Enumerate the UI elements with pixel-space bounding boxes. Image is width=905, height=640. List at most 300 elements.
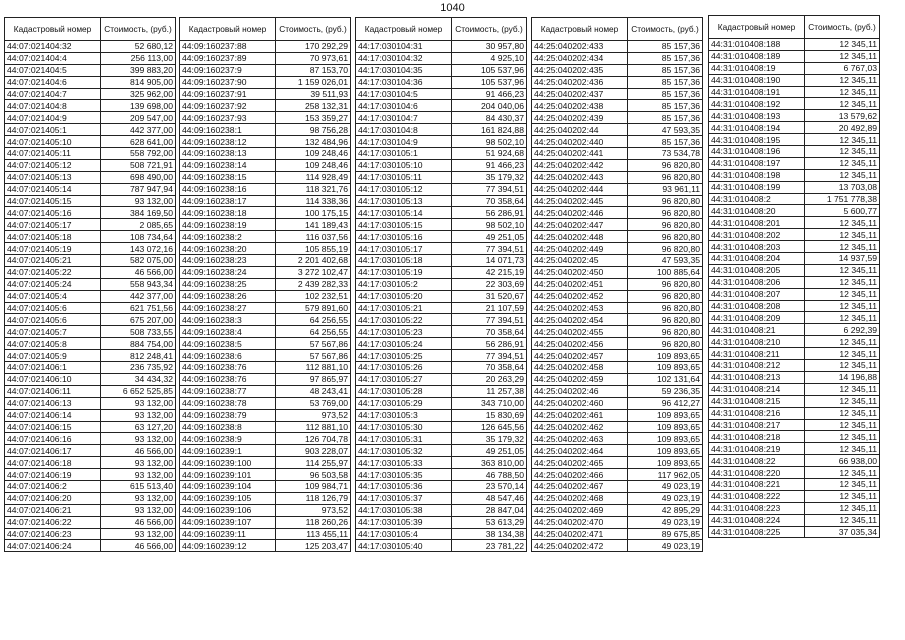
cadastral-number-cell: 44:31:010408:219 xyxy=(709,443,805,455)
cost-cell: 12 345,11 xyxy=(805,407,880,419)
cadastral-number-cell: 44:09:160238:14 xyxy=(180,159,276,171)
table-row xyxy=(532,41,703,53)
cadastral-number-cell: 44:09:160237:90 xyxy=(180,76,276,88)
header-cost: Стоимость, (руб.) xyxy=(101,18,176,41)
cost-cell: 42 895,29 xyxy=(628,504,703,516)
table-row xyxy=(5,373,176,385)
table-row xyxy=(180,243,351,255)
cost-cell: 109 893,65 xyxy=(628,409,703,421)
table-row xyxy=(180,528,351,540)
cadastral-number-cell: 44:17:030105:38 xyxy=(356,504,452,516)
cost-cell: 108 734,64 xyxy=(101,231,176,243)
cadastral-number-cell: 44:09:160239:101 xyxy=(180,469,276,481)
cost-cell: 12 345,11 xyxy=(805,431,880,443)
cost-cell: 12 345,11 xyxy=(805,74,880,86)
cadastral-number-cell: 44:09:160238:6 xyxy=(180,350,276,362)
cost-cell: 12 345,11 xyxy=(805,419,880,431)
cadastral-number-cell: 44:31:010408:20 xyxy=(709,205,805,217)
cadastral-number-cell: 44:07:021404:4 xyxy=(5,52,101,64)
cost-cell: 64 256,55 xyxy=(276,314,351,326)
cadastral-number-cell: 44:31:010408:208 xyxy=(709,300,805,312)
table-row xyxy=(532,445,703,457)
cadastral-number-cell: 44:25:040202:472 xyxy=(532,540,628,552)
table-row xyxy=(180,469,351,481)
cost-cell: 93 132,00 xyxy=(101,397,176,409)
cadastral-number-cell: 44:25:040202:453 xyxy=(532,302,628,314)
table-row xyxy=(5,516,176,528)
cost-cell: 4 925,10 xyxy=(452,52,527,64)
table-row xyxy=(180,385,351,397)
cost-cell: 70 358,64 xyxy=(452,362,527,374)
cost-cell: 812 248,41 xyxy=(101,350,176,362)
header-cost: Стоимость, (руб.) xyxy=(276,18,351,41)
table-row xyxy=(356,385,527,397)
cadastral-number-cell: 44:25:040202:447 xyxy=(532,219,628,231)
table-row xyxy=(356,243,527,255)
table-row xyxy=(180,480,351,492)
cadastral-number-cell: 44:17:030104:7 xyxy=(356,112,452,124)
cost-cell: 85 157,36 xyxy=(628,64,703,76)
cost-cell: 46 566,00 xyxy=(101,266,176,278)
cost-cell: 22 303,69 xyxy=(452,278,527,290)
cost-cell: 85 157,36 xyxy=(628,76,703,88)
cost-cell: 96 820,80 xyxy=(628,302,703,314)
cadastral-number-cell: 44:09:160237:93 xyxy=(180,112,276,124)
cadastral-number-cell: 44:31:010408:197 xyxy=(709,157,805,169)
cadastral-number-cell: 44:07:021405:21 xyxy=(5,255,101,267)
cost-cell: 42 215,19 xyxy=(452,266,527,278)
table-row xyxy=(709,324,880,336)
cadastral-number-cell: 44:25:040202:440 xyxy=(532,136,628,148)
table-row xyxy=(356,207,527,219)
cost-cell: 63 127,20 xyxy=(101,421,176,433)
cost-cell: 84 430,37 xyxy=(452,112,527,124)
cadastral-table-1 xyxy=(4,17,176,552)
cost-cell: 46 566,00 xyxy=(101,516,176,528)
cadastral-number-cell: 44:07:021405:22 xyxy=(5,266,101,278)
table-row xyxy=(180,504,351,516)
cost-cell: 12 345,11 xyxy=(805,146,880,158)
cost-cell: 97 865,97 xyxy=(276,373,351,385)
cadastral-number-cell: 44:17:030105:32 xyxy=(356,445,452,457)
cadastral-number-cell: 44:09:160238:24 xyxy=(180,266,276,278)
cadastral-number-cell: 44:25:040202:464 xyxy=(532,445,628,457)
cadastral-number-cell: 44:09:160239:107 xyxy=(180,516,276,528)
cadastral-number-cell: 44:25:040202:458 xyxy=(532,362,628,374)
table-row xyxy=(356,52,527,64)
cost-cell: 12 345,11 xyxy=(805,395,880,407)
table-row xyxy=(180,231,351,243)
table-row xyxy=(709,288,880,300)
cost-cell: 109 893,65 xyxy=(628,421,703,433)
table-row xyxy=(5,64,176,76)
cadastral-number-cell: 44:17:030105:40 xyxy=(356,540,452,552)
cadastral-number-cell: 44:07:021405:15 xyxy=(5,195,101,207)
cost-cell: 96 820,80 xyxy=(628,278,703,290)
table-row xyxy=(532,76,703,88)
cadastral-table-2 xyxy=(179,17,351,552)
table-row xyxy=(5,504,176,516)
cadastral-number-cell: 44:07:021405:17 xyxy=(5,219,101,231)
cost-cell: 116 037,56 xyxy=(276,231,351,243)
cost-cell: 508 733,55 xyxy=(101,326,176,338)
table-row xyxy=(532,183,703,195)
table-row xyxy=(356,445,527,457)
header-number: Кадастровый номер xyxy=(180,18,276,41)
cost-cell: 96 820,80 xyxy=(628,326,703,338)
cost-cell: 37 035,34 xyxy=(805,526,880,538)
cadastral-number-cell: 44:25:040202:439 xyxy=(532,112,628,124)
table-row xyxy=(709,478,880,490)
cadastral-number-cell: 44:09:160237:89 xyxy=(180,52,276,64)
cadastral-number-cell: 44:25:040202:433 xyxy=(532,41,628,53)
table-row xyxy=(5,100,176,112)
cadastral-number-cell: 44:07:021406:16 xyxy=(5,433,101,445)
table-row xyxy=(709,110,880,122)
cadastral-number-cell: 44:07:021404:8 xyxy=(5,100,101,112)
table-row xyxy=(356,290,527,302)
table-row xyxy=(709,205,880,217)
cost-cell: 256 113,00 xyxy=(101,52,176,64)
cadastral-number-cell: 44:09:160238:1 xyxy=(180,124,276,136)
cadastral-number-cell: 44:09:160238:27 xyxy=(180,302,276,314)
cost-cell: 153 359,27 xyxy=(276,112,351,124)
table-row xyxy=(356,219,527,231)
cadastral-number-cell: 44:31:010408:224 xyxy=(709,514,805,526)
cadastral-number-cell: 44:07:021405:7 xyxy=(5,326,101,338)
table-row xyxy=(356,76,527,88)
table-row xyxy=(356,136,527,148)
cost-cell: 49 023,19 xyxy=(628,516,703,528)
table-row xyxy=(709,74,880,86)
cadastral-number-cell: 44:07:021404:7 xyxy=(5,88,101,100)
cost-cell: 93 961,11 xyxy=(628,183,703,195)
table-row xyxy=(5,409,176,421)
cost-cell: 35 179,32 xyxy=(452,171,527,183)
cost-cell: 143 072,16 xyxy=(101,243,176,255)
table-row xyxy=(180,207,351,219)
cadastral-number-cell: 44:09:160238:4 xyxy=(180,326,276,338)
cadastral-number-cell: 44:31:010408:192 xyxy=(709,98,805,110)
cadastral-number-cell: 44:25:040202:459 xyxy=(532,373,628,385)
cost-cell: 12 345,11 xyxy=(805,383,880,395)
cadastral-number-cell: 44:17:030105:33 xyxy=(356,457,452,469)
cost-cell: 3 272 102,47 xyxy=(276,266,351,278)
table-row xyxy=(180,112,351,124)
table-row xyxy=(180,338,351,350)
cost-cell: 12 345,11 xyxy=(805,490,880,502)
cadastral-number-cell: 44:17:030105:26 xyxy=(356,362,452,374)
cadastral-number-cell: 44:31:010408:19 xyxy=(709,62,805,74)
cadastral-number-cell: 44:25:040202:469 xyxy=(532,504,628,516)
cadastral-number-cell: 44:31:010408:196 xyxy=(709,146,805,158)
cadastral-number-cell: 44:09:160239:12 xyxy=(180,540,276,552)
cost-cell: 93 132,00 xyxy=(101,409,176,421)
table-row xyxy=(180,148,351,160)
cadastral-number-cell: 44:25:040202:461 xyxy=(532,409,628,421)
cost-cell: 13 579,62 xyxy=(805,110,880,122)
table-row xyxy=(709,467,880,479)
table-row xyxy=(532,243,703,255)
table-row xyxy=(180,100,351,112)
table-row xyxy=(356,326,527,338)
cost-cell: 2 439 282,33 xyxy=(276,278,351,290)
header-number: Кадастровый номер xyxy=(356,18,452,41)
table-row xyxy=(180,421,351,433)
cost-cell: 14 937,59 xyxy=(805,253,880,265)
cost-cell: 118 321,76 xyxy=(276,183,351,195)
cadastral-number-cell: 44:09:160238:79 xyxy=(180,409,276,421)
cadastral-number-cell: 44:09:160237:91 xyxy=(180,88,276,100)
table-row xyxy=(709,371,880,383)
cadastral-number-cell: 44:17:030105:31 xyxy=(356,433,452,445)
cost-cell: 11 257,38 xyxy=(452,385,527,397)
cadastral-number-cell: 44:31:010408:213 xyxy=(709,371,805,383)
cost-cell: 12 345,11 xyxy=(805,478,880,490)
cadastral-number-cell: 44:31:010408:195 xyxy=(709,134,805,146)
cost-cell: 12 345,11 xyxy=(805,86,880,98)
cost-cell: 12 345,11 xyxy=(805,229,880,241)
cadastral-number-cell: 44:31:010408:205 xyxy=(709,264,805,276)
cadastral-number-cell: 44:07:021405:16 xyxy=(5,207,101,219)
cadastral-number-cell: 44:09:160239:105 xyxy=(180,492,276,504)
cadastral-number-cell: 44:17:030105:12 xyxy=(356,183,452,195)
cadastral-number-cell: 44:25:040202:446 xyxy=(532,207,628,219)
cost-cell: 53 769,00 xyxy=(276,397,351,409)
cadastral-number-cell: 44:07:021405:24 xyxy=(5,278,101,290)
cadastral-number-cell: 44:09:160237:9 xyxy=(180,64,276,76)
cost-cell: 13 703,08 xyxy=(805,181,880,193)
cost-cell: 558 792,00 xyxy=(101,148,176,160)
table-row xyxy=(356,373,527,385)
cadastral-number-cell: 44:09:160238:77 xyxy=(180,385,276,397)
cadastral-number-cell: 44:17:030105:4 xyxy=(356,528,452,540)
cost-cell: 96 820,80 xyxy=(628,195,703,207)
cost-cell: 114 338,36 xyxy=(276,195,351,207)
cadastral-number-cell: 44:07:021406:20 xyxy=(5,492,101,504)
table-row xyxy=(180,183,351,195)
cadastral-number-cell: 44:25:040202:470 xyxy=(532,516,628,528)
cadastral-number-cell: 44:25:040202:454 xyxy=(532,314,628,326)
table-row xyxy=(532,504,703,516)
table-row xyxy=(532,52,703,64)
cadastral-number-cell: 44:09:160238:15 xyxy=(180,171,276,183)
table-row xyxy=(532,124,703,136)
cadastral-number-cell: 44:31:010408:209 xyxy=(709,312,805,324)
cost-cell: 6 767,03 xyxy=(805,62,880,74)
table-row xyxy=(709,169,880,181)
cadastral-number-cell: 44:31:010408:21 xyxy=(709,324,805,336)
cost-cell: 49 023,19 xyxy=(628,540,703,552)
table-row xyxy=(5,41,176,53)
table-row xyxy=(709,86,880,98)
cost-cell: 363 810,00 xyxy=(452,457,527,469)
cost-cell: 93 132,00 xyxy=(101,492,176,504)
table-row xyxy=(532,171,703,183)
cadastral-number-cell: 44:09:160238:2 xyxy=(180,231,276,243)
cadastral-number-cell: 44:25:040202:434 xyxy=(532,52,628,64)
cost-cell: 126 645,56 xyxy=(452,421,527,433)
table-row xyxy=(180,326,351,338)
cadastral-number-cell: 44:09:160238:16 xyxy=(180,183,276,195)
cadastral-number-cell: 44:31:010408:199 xyxy=(709,181,805,193)
cost-cell: 96 820,80 xyxy=(628,207,703,219)
table-row xyxy=(180,278,351,290)
cadastral-number-cell: 44:09:160238:9 xyxy=(180,433,276,445)
cost-cell: 12 345,11 xyxy=(805,300,880,312)
cadastral-number-cell: 44:31:010408:212 xyxy=(709,360,805,372)
cadastral-number-cell: 44:17:030104:9 xyxy=(356,136,452,148)
cost-cell: 34 434,32 xyxy=(101,373,176,385)
cost-cell: 52 680,12 xyxy=(101,41,176,53)
cadastral-number-cell: 44:07:021406:13 xyxy=(5,397,101,409)
table-row xyxy=(709,383,880,395)
cadastral-number-cell: 44:07:021406:10 xyxy=(5,373,101,385)
table-row xyxy=(532,302,703,314)
cost-cell: 85 157,36 xyxy=(628,112,703,124)
cost-cell: 77 394,51 xyxy=(452,350,527,362)
table-row xyxy=(709,241,880,253)
table-row xyxy=(356,266,527,278)
cadastral-number-cell: 44:17:030104:36 xyxy=(356,76,452,88)
cost-cell: 141 189,43 xyxy=(276,219,351,231)
cadastral-number-cell: 44:17:030105:30 xyxy=(356,421,452,433)
table-row xyxy=(180,88,351,100)
cost-cell: 621 751,56 xyxy=(101,302,176,314)
cost-cell: 15 830,69 xyxy=(452,409,527,421)
cost-cell: 12 345,11 xyxy=(805,502,880,514)
table-row xyxy=(180,136,351,148)
table-row xyxy=(532,385,703,397)
table-row xyxy=(709,62,880,74)
table-row xyxy=(180,76,351,88)
cost-cell: 109 984,71 xyxy=(276,480,351,492)
cost-cell: 112 881,10 xyxy=(276,362,351,374)
cost-cell: 112 881,10 xyxy=(276,421,351,433)
cost-cell: 12 345,11 xyxy=(805,348,880,360)
cost-cell: 236 735,92 xyxy=(101,362,176,374)
cost-cell: 89 675,85 xyxy=(628,528,703,540)
table-row xyxy=(532,492,703,504)
table-row xyxy=(5,457,176,469)
table-row xyxy=(5,314,176,326)
cost-cell: 12 345,11 xyxy=(805,312,880,324)
cadastral-number-cell: 44:25:040202:468 xyxy=(532,492,628,504)
table-row xyxy=(532,112,703,124)
cost-cell: 49 251,05 xyxy=(452,445,527,457)
table-row xyxy=(5,243,176,255)
cadastral-number-cell: 44:07:021405:9 xyxy=(5,350,101,362)
table-row xyxy=(180,290,351,302)
table-row xyxy=(180,195,351,207)
cost-cell: 125 203,47 xyxy=(276,540,351,552)
table-row xyxy=(5,290,176,302)
cadastral-number-cell: 44:31:010408:210 xyxy=(709,336,805,348)
table-row xyxy=(5,469,176,481)
cost-cell: 46 788,50 xyxy=(452,469,527,481)
cost-cell: 87 153,70 xyxy=(276,64,351,76)
cadastral-number-cell: 44:31:010408:202 xyxy=(709,229,805,241)
table-row xyxy=(356,231,527,243)
table-row xyxy=(180,540,351,552)
table-row xyxy=(180,52,351,64)
table-row xyxy=(709,455,880,467)
cost-cell: 70 973,61 xyxy=(276,52,351,64)
cadastral-number-cell: 44:09:160238:76 xyxy=(180,362,276,374)
cost-cell: 114 255,97 xyxy=(276,457,351,469)
cadastral-number-cell: 44:09:160238:8 xyxy=(180,421,276,433)
table-row xyxy=(356,314,527,326)
table-row xyxy=(356,362,527,374)
table-row xyxy=(532,255,703,267)
table-row xyxy=(5,326,176,338)
table-row xyxy=(180,159,351,171)
cost-cell: 47 593,35 xyxy=(628,124,703,136)
table-row xyxy=(532,540,703,552)
cadastral-number-cell: 44:07:021405:4 xyxy=(5,290,101,302)
cost-cell: 12 345,11 xyxy=(805,336,880,348)
table-row xyxy=(180,219,351,231)
cadastral-number-cell: 44:09:160238:23 xyxy=(180,255,276,267)
cost-cell: 28 847,04 xyxy=(452,504,527,516)
cadastral-number-cell: 44:25:040202:462 xyxy=(532,421,628,433)
table-row xyxy=(5,338,176,350)
table-row xyxy=(5,278,176,290)
cost-cell: 118 126,79 xyxy=(276,492,351,504)
table-row xyxy=(180,433,351,445)
cost-cell: 325 962,00 xyxy=(101,88,176,100)
cadastral-number-cell: 44:07:021406:2 xyxy=(5,480,101,492)
cadastral-number-cell: 44:31:010408:215 xyxy=(709,395,805,407)
cadastral-number-cell: 44:09:160239:104 xyxy=(180,480,276,492)
table-row xyxy=(5,231,176,243)
cost-cell: 6 292,39 xyxy=(805,324,880,336)
table-row xyxy=(356,41,527,53)
table-row xyxy=(532,338,703,350)
cost-cell: 56 286,91 xyxy=(452,338,527,350)
table-row xyxy=(356,159,527,171)
cost-cell: 100 885,64 xyxy=(628,266,703,278)
cadastral-number-cell: 44:17:030105:19 xyxy=(356,266,452,278)
cadastral-number-cell: 44:07:021406:23 xyxy=(5,528,101,540)
cadastral-number-cell: 44:09:160238:25 xyxy=(180,278,276,290)
cost-cell: 814 905,00 xyxy=(101,76,176,88)
table-row xyxy=(356,350,527,362)
table-row xyxy=(709,360,880,372)
table-row xyxy=(709,276,880,288)
cost-cell: 57 567,86 xyxy=(276,350,351,362)
cadastral-number-cell: 44:31:010408:204 xyxy=(709,253,805,265)
table-row xyxy=(180,445,351,457)
cost-cell: 12 345,11 xyxy=(805,98,880,110)
cost-cell: 114 928,49 xyxy=(276,171,351,183)
cadastral-number-cell: 44:09:160238:18 xyxy=(180,207,276,219)
table-row xyxy=(180,457,351,469)
cadastral-number-cell: 44:25:040202:466 xyxy=(532,469,628,481)
table-row xyxy=(532,136,703,148)
cost-cell: 48 547,46 xyxy=(452,492,527,504)
cadastral-number-cell: 44:31:010408:193 xyxy=(709,110,805,122)
table-row xyxy=(5,76,176,88)
cost-cell: 93 132,00 xyxy=(101,195,176,207)
cadastral-number-cell: 44:07:021406:11 xyxy=(5,385,101,397)
table-row xyxy=(709,514,880,526)
cadastral-number-cell: 44:17:030105:15 xyxy=(356,219,452,231)
table-row xyxy=(532,373,703,385)
cost-cell: 884 754,00 xyxy=(101,338,176,350)
table-row xyxy=(709,312,880,324)
cadastral-number-cell: 44:31:010408:218 xyxy=(709,431,805,443)
